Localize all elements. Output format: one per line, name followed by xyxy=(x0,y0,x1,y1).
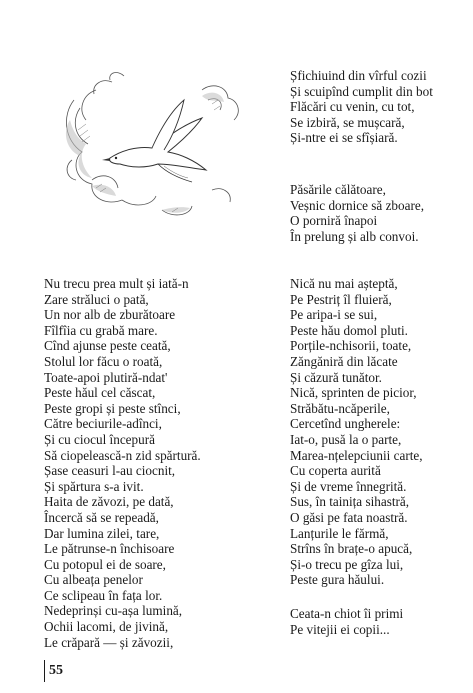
verse-line: Peste hău domol pluti. xyxy=(290,322,408,338)
verse-line: Și-o trecu pe gîza lui, xyxy=(290,556,404,572)
verse-line: Cu potopul ei de soare, xyxy=(44,556,166,572)
stanza-right-last xyxy=(290,606,403,637)
verse-line: Peste gura hăului. xyxy=(290,572,385,588)
verse-line: Cu coperta aurită xyxy=(290,463,381,479)
verse-line: Nu trecu prea mult și iată-n xyxy=(44,276,189,291)
stanza-right-second xyxy=(290,182,424,244)
verse-line: Porțile-nchisorii, toate, xyxy=(290,338,412,354)
verse-line: Zare străluci o pată, xyxy=(44,291,149,307)
verse-line: Le crăpară — și zăvozii, xyxy=(44,634,174,650)
verse-line: Cînd ajunse peste ceată, xyxy=(44,338,171,354)
verse-line: Iat-o, pusă la o parte, xyxy=(290,431,402,447)
verse-line: Le pătrunse-n închisoare xyxy=(44,541,175,557)
white-bird-illustration-icon xyxy=(52,60,262,230)
verse-line: Lanțurile le fărmă, xyxy=(290,525,389,541)
verse-line: Nedeprinși cu-așa lumină, xyxy=(44,603,183,619)
verse-line: Să ciopelească-n zid spărtură. xyxy=(44,447,201,463)
verse-line: Fîlfîia cu grabă mare. xyxy=(44,322,158,338)
verse-line: Un nor alb de zburătoare xyxy=(44,307,176,323)
verse-line: Încercă să se repeadă, xyxy=(44,509,159,525)
stanza-right-top xyxy=(290,68,433,146)
verse-line: Nică nu mai așteptă, xyxy=(290,276,398,291)
verse-line: Pe vitejii ei copii... xyxy=(290,621,390,637)
verse-line: Sus, în tainița sihastră, xyxy=(290,494,410,510)
stanza-right-main xyxy=(290,276,423,588)
verse-line: Și spărtura s-a ivit. xyxy=(44,478,144,494)
page-number: 55 xyxy=(44,660,63,682)
verse-line: Șase ceasuri l-au ciocnit, xyxy=(44,463,176,479)
verse-line: Pe Pestriț îl fluieră, xyxy=(290,291,392,307)
verse-line: Către beciurile-adînci, xyxy=(44,416,162,432)
verse-line: Păsările călătoare, xyxy=(290,182,386,197)
verse-line: Ce sclipeau în fața lor. xyxy=(44,587,163,603)
bird xyxy=(102,100,206,182)
verse-line: Zăngăniră din lăcate xyxy=(290,353,398,369)
verse-line: Cercetînd ungherele: xyxy=(290,416,401,432)
verse-line: Se izbiră, se mușcară, xyxy=(290,114,405,130)
verse-line: Stolul lor făcu o roată, xyxy=(44,353,163,369)
verse-line: O porniră înapoi xyxy=(290,213,378,229)
verse-line: Pe aripa-i se sui, xyxy=(290,307,378,323)
verse-line: Ochii lacomi, de jivină, xyxy=(44,619,169,635)
stanza-left-main xyxy=(44,276,201,650)
verse-line: Haita de zăvozi, pe dată, xyxy=(44,494,174,510)
verse-line: În prelung și alb convoi. xyxy=(290,228,419,244)
verse-line: O găsi pe fata noastră. xyxy=(290,509,408,525)
verse-line: Cu albeața penelor xyxy=(44,572,143,588)
verse-line: Veșnic dornice să zboare, xyxy=(290,197,425,213)
verse-line: Ceata-n chiot îi primi xyxy=(290,606,404,621)
verse-line: Marea-nțelepciunii carte, xyxy=(290,447,423,463)
verse-line: Peste hăul cel căscat, xyxy=(44,385,156,401)
verse-line: Și cu ciocul începură xyxy=(44,431,155,447)
verse-line: Toate-apoi plutiră-ndat' xyxy=(44,369,168,385)
verse-line: Peste gropi și peste stînci, xyxy=(44,400,181,416)
verse-line: Și de vreme înnegrită. xyxy=(290,478,407,494)
verse-line: Nică, sprinten de picior, xyxy=(290,385,417,401)
verse-line: Strîns în brațe-o apucă, xyxy=(290,541,413,557)
verse-line: Și scuipînd cumplit din bot xyxy=(290,83,433,99)
verse-line: Străbătu-ncăperile, xyxy=(290,400,390,416)
verse-line: Șfichiuind din vîrful cozii xyxy=(290,68,427,83)
verse-line: Dar lumina zilei, tare, xyxy=(44,525,160,541)
verse-line: Și căzură tunător. xyxy=(290,369,382,385)
verse-line: Și-ntre ei se sfîșiară. xyxy=(290,130,398,146)
verse-line: Flăcări cu venin, cu tot, xyxy=(290,99,415,115)
